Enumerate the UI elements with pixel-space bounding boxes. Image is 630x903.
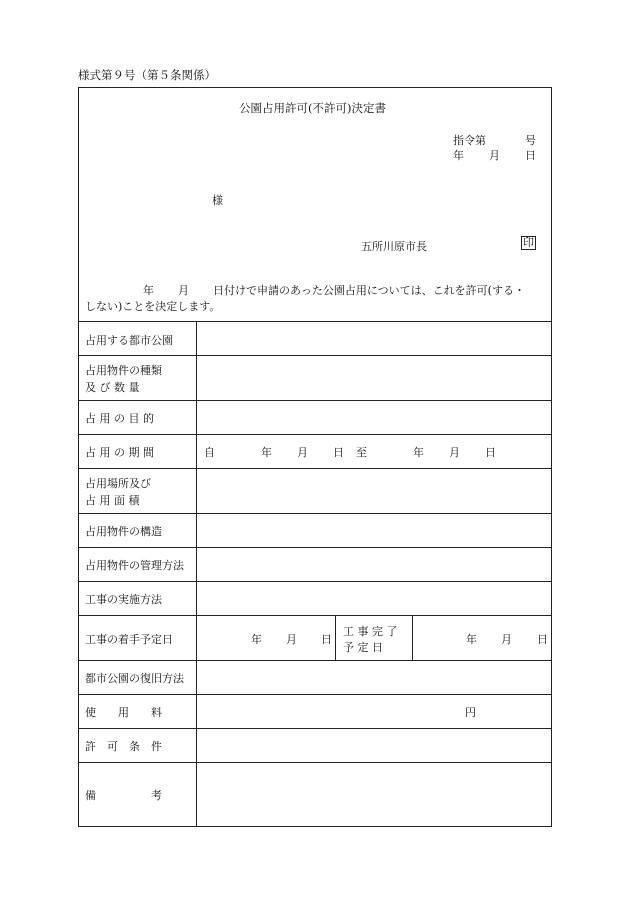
directive-go-label: 号 <box>525 134 536 147</box>
label-place-1: 占用場所及び <box>85 477 151 490</box>
divider <box>79 547 551 548</box>
label-method: 工事の実施方法 <box>85 593 162 606</box>
form-table <box>78 87 552 827</box>
seal-mark: 印 <box>523 236 534 249</box>
directive-number-label: 指令第 <box>453 134 486 147</box>
form-number: 様式第９号（第５条関係） <box>78 68 216 82</box>
divider <box>79 728 551 729</box>
start-end-divider <box>335 615 336 660</box>
label-end-2: 予 定 日 <box>343 641 383 654</box>
mayor-name: 五所川原市長 <box>361 240 427 253</box>
period-from-year: 年 <box>261 446 272 459</box>
label-remarks: 備 考 <box>85 789 162 802</box>
period-to: 至 <box>356 446 367 459</box>
divider <box>79 400 551 401</box>
label-place-2: 占 用 面 積 <box>85 494 140 507</box>
label-column-divider <box>196 321 197 827</box>
period-to-year: 年 <box>413 446 424 459</box>
period-from-month: 月 <box>297 446 308 459</box>
label-kind-1: 占用物件の種類 <box>85 364 162 377</box>
period-to-day: 日 <box>485 446 496 459</box>
addressee-sama: 様 <box>212 194 223 207</box>
period-from-day: 日 <box>333 446 344 459</box>
divider <box>79 434 551 435</box>
label-park: 占用する都市公園 <box>85 334 173 347</box>
label-period: 占 用 の 期 間 <box>85 446 154 459</box>
label-fee: 使 用 料 <box>85 706 162 719</box>
start-month: 月 <box>286 633 297 646</box>
end-label-divider <box>412 615 413 660</box>
divider <box>79 468 551 469</box>
fee-yen: 円 <box>465 706 476 719</box>
body-month: 月 <box>178 284 189 297</box>
end-day: 日 <box>537 633 548 646</box>
issue-month-label: 月 <box>489 149 500 162</box>
label-purpose: 占 用 の 目 的 <box>85 412 154 425</box>
end-month: 月 <box>501 633 512 646</box>
start-day: 日 <box>321 633 332 646</box>
start-year: 年 <box>251 633 262 646</box>
issue-day-label: 日 <box>525 149 536 162</box>
body-line-2: しない)ことを決定します。 <box>85 300 221 313</box>
period-to-month: 月 <box>449 446 460 459</box>
divider <box>79 355 551 356</box>
divider <box>79 660 551 661</box>
body-line-1: 日付けで申請のあった公園占用については、これを許可(する・ <box>213 284 525 297</box>
label-start-date: 工事の着手予定日 <box>85 633 173 646</box>
label-structure: 占用物件の構造 <box>85 525 162 538</box>
end-year: 年 <box>466 633 477 646</box>
divider <box>79 321 551 322</box>
document-title: 公園占用許可(不許可)決定書 <box>239 101 386 115</box>
period-from: 自 <box>204 446 215 459</box>
label-restore: 都市公園の復旧方法 <box>85 672 184 685</box>
divider <box>79 762 551 763</box>
label-end-1: 工 事 完 了 <box>343 625 398 638</box>
label-conditions: 許 可 条 件 <box>85 740 162 753</box>
divider <box>79 615 551 616</box>
divider <box>79 581 551 582</box>
issue-year-label: 年 <box>453 149 464 162</box>
body-year: 年 <box>143 284 154 297</box>
label-kind-2: 及 び 数 量 <box>85 381 140 394</box>
divider <box>79 694 551 695</box>
label-management: 占用物件の管理方法 <box>85 559 184 572</box>
divider <box>79 513 551 514</box>
